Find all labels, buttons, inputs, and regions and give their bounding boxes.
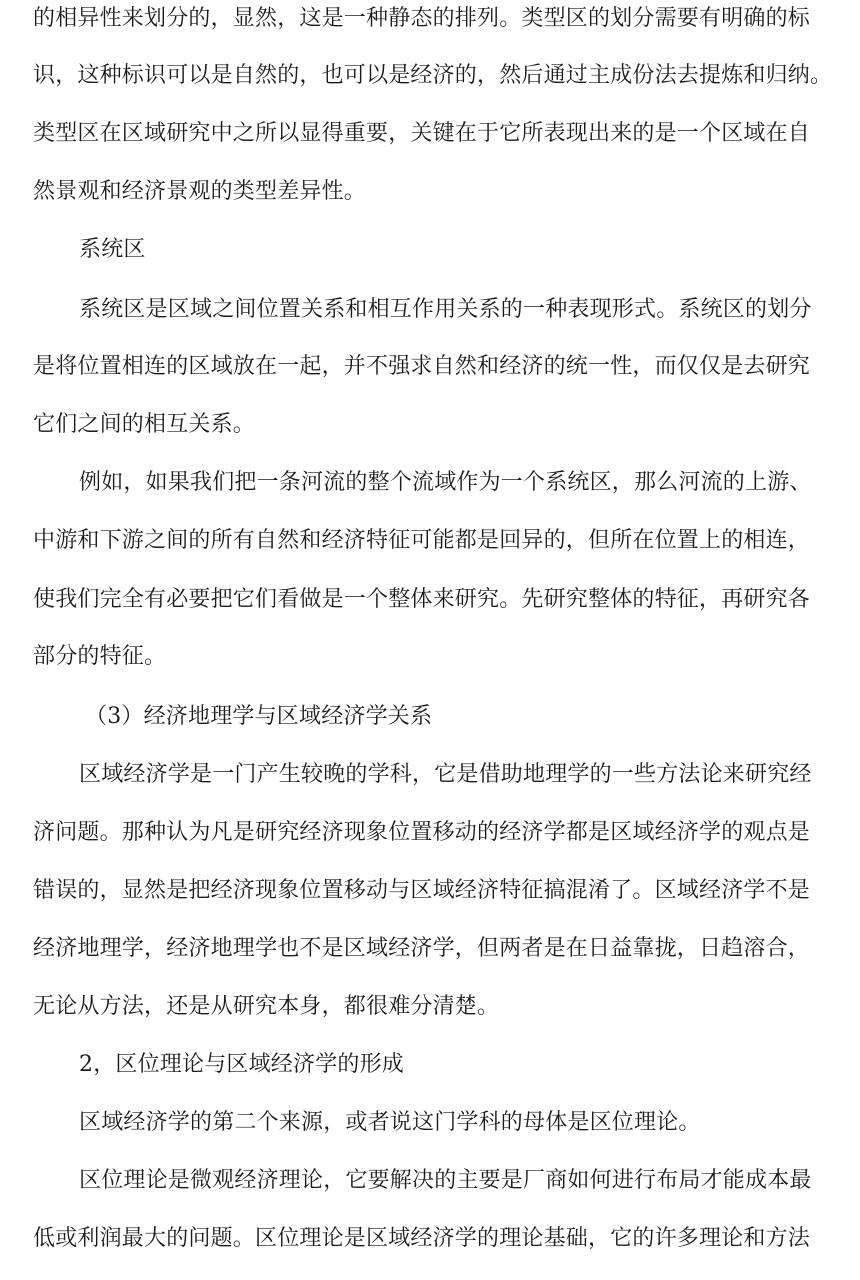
paragraph-line: 区域经济学是一门产生较晚的学科，它是借助地理学的一些方法论来研究经 [79,762,812,787]
section-heading: （3）经济地理学与区域经济学关系 [85,704,433,729]
section-heading: 系统区 [79,237,146,262]
paragraph-line: 类型区在区域研究中之所以显得重要，关键在于它所表现出来的是一个区域在自 [33,121,811,146]
paragraph-line: 区域经济学的第二个来源，或者说这门学科的母体是区位理论。 [79,1110,701,1135]
paragraph-line: 使我们完全有必要把它们看做是一个整体来研究。先研究整体的特征，再研究各 [33,587,811,612]
paragraph-line: 识，这种标识可以是自然的，也可以是经济的，然后通过主成份法去提炼和归纳。 [33,63,833,88]
paragraph-line: 部分的特征。 [33,644,167,669]
paragraph-line: 错误的，显然是把经济现象位置移动与区域经济特征搞混淆了。区域经济学不是 [33,878,811,903]
paragraph-line: 无论从方法，还是从研究本身，都很难分清楚。 [33,994,500,1019]
section-heading: 2，区位理论与区域经济学的形成 [79,1052,404,1077]
paragraph-line: 区位理论是微观经济理论，它要解决的主要是厂商如何进行布局才能成本最 [79,1168,812,1193]
paragraph-line: 中游和下游之间的所有自然和经济特征可能都是回异的，但所在位置上的相连， [33,528,811,553]
paragraph-line: 低或利润最大的问题。区位理论是区域经济学的理论基础，它的许多理论和方法 [33,1226,811,1251]
paragraph-line: 例如，如果我们把一条河流的整个流域作为一个系统区，那么河流的上游、 [79,470,812,495]
paragraph-line: 系统区是区域之间位置关系和相互作用关系的一种表现形式。系统区的划分 [79,297,812,322]
paragraph-line: 是将位置相连的区域放在一起，并不强求自然和经济的统一性，而仅仅是去研究 [33,354,811,379]
paragraph-line: 它们之间的相互关系。 [33,412,256,437]
paragraph-line: 经济地理学，经济地理学也不是区域经济学，但两者是在日益靠拢，日趋溶合， [33,936,811,961]
paragraph-line: 的相异性来划分的，显然，这是一种静态的排列。类型区的划分需要有明确的标 [33,6,811,31]
paragraph-line: 然景观和经济景观的类型差异性。 [33,179,367,204]
paragraph-line: 济问题。那种认为凡是研究经济现象位置移动的经济学都是区域经济学的观点是 [33,820,811,845]
